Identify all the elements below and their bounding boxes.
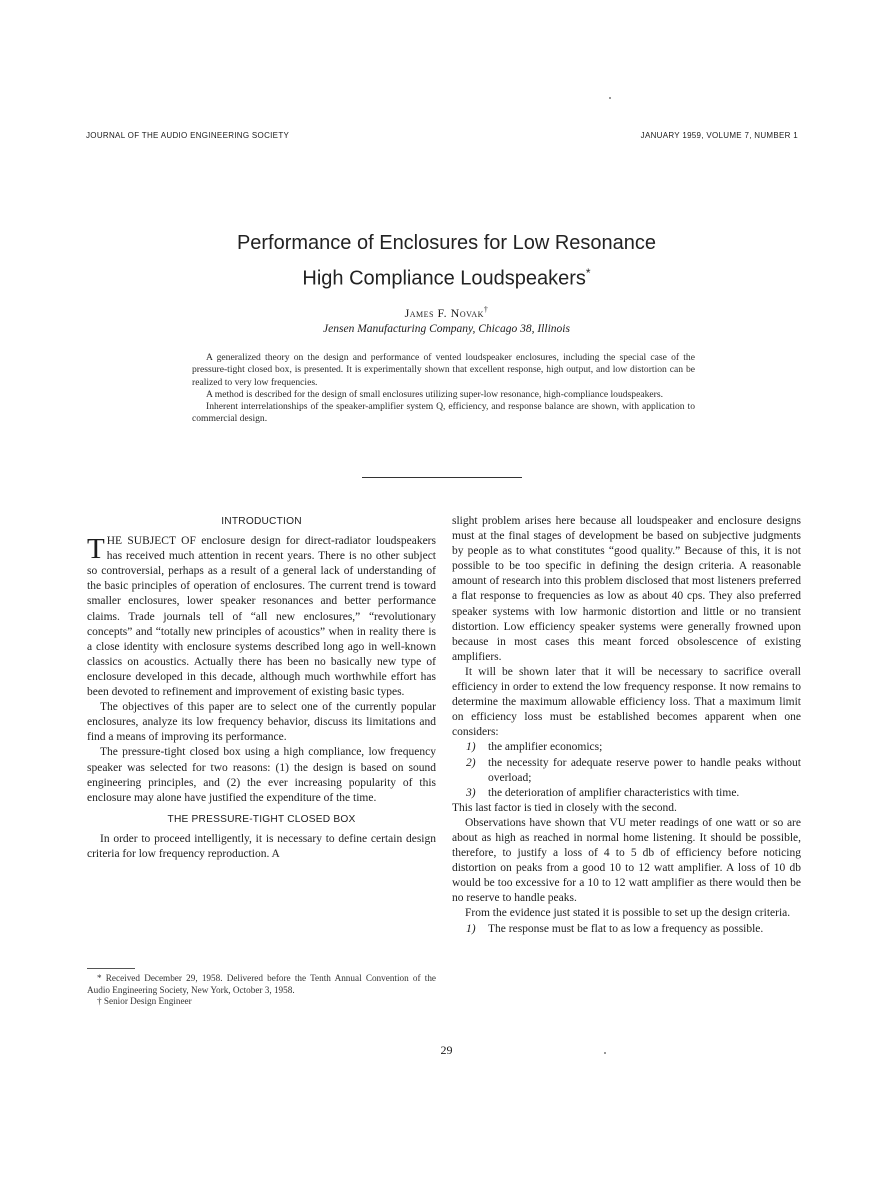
- list-number: 1): [466, 922, 476, 935]
- author-name: [250, 305, 643, 321]
- abstract-paragraph: A generalized theory on the design and performance of vented loudspeaker enclosures, including the special case of the pressure-tight closed box, is presented. It is experimentally shown that excellent response, high output, and low distortion can be realized to very low frequencies.: [192, 352, 695, 388]
- considerations-list: [452, 740, 801, 800]
- issue-info: JANUARY 1959, VOLUME 7, NUMBER 1: [640, 131, 798, 140]
- heading-closed-box: THE PRESSURE-TIGHT CLOSED BOX: [167, 813, 356, 825]
- footnote-received: * Received December 29, 1958. Delivered before the Tenth Annual Convention of the Audio Engineering Society, New York, October 3, 1958.: [87, 973, 436, 995]
- list-item: [452, 756, 801, 786]
- list-text: the necessity for adequate reserve power to handle peaks without overload;: [488, 756, 801, 784]
- list-text: the deterioration of amplifier characteristics with time.: [488, 786, 740, 799]
- title-footnote-mark: *: [585, 266, 591, 280]
- intro-paragraph: [87, 534, 436, 700]
- intro-paragraph-text: HE SUBJECT OF enclosure design for direct-radiator loudspeakers has received much attention in recent years. There is no other subject so controversial, perhaps as a result of a general lack of understanding of the basic principles of operation of enclosures. The current trend is toward smaller enclosures, lower speaker resonances and better performance claims. Trade journals tell of “all new enclosures,” “revolutionary concepts” and “totally new principles of acoustics” when in reality there is a close identity with enclosure systems described long ago in well-known classics on acoustics. Actually there has been no basically new type of enclosure developed in this decade, although much worthwhile effort has been devoted to refinement and improvement of existing basic types.: [87, 535, 436, 699]
- author-footnote-mark: †: [483, 305, 489, 314]
- right-column: [452, 514, 801, 937]
- page-number: 29: [440, 1043, 453, 1057]
- author-affiliation: Jensen Manufacturing Company, Chicago 38, Illinois: [323, 323, 570, 335]
- list-number: 1): [466, 741, 476, 754]
- abstract: [192, 352, 695, 426]
- criteria-list: [452, 922, 801, 937]
- design-criteria-paragraph: From the evidence just stated it is possible to set up the design criteria.: [465, 907, 791, 920]
- drop-cap: T: [87, 533, 105, 566]
- abstract-paragraph: Inherent interrelationships of the speaker-amplifier system Q, efficiency, and response balance are shown, with application to commercial design.: [192, 401, 695, 425]
- scan-speck: [609, 97, 611, 99]
- author-name-text: James F. Novak: [404, 306, 484, 320]
- list-item: [452, 740, 801, 755]
- paper-title: [150, 228, 743, 294]
- journal-name: JOURNAL OF THE AUDIO ENGINEERING SOCIETY: [86, 131, 290, 140]
- footnote-author-title: † Senior Design Engineer: [97, 996, 192, 1007]
- tie-in-paragraph: This last factor is tied in closely with the second.: [452, 801, 677, 814]
- list-item: [452, 786, 801, 801]
- abstract-paragraph: A method is described for the design of small enclosures utilizing super-low resonance, high-compliance loudspeakers.: [206, 388, 663, 400]
- heading-introduction: INTRODUCTION: [221, 516, 302, 527]
- observations-paragraph: Observations have shown that VU meter readings of one watt or so are about as high as reached in normal home listening. It should be possible, therefore, to justify a loss of 4 to 5 db of efficiency before noticing distortion on peaks from a good 10 to 12 watt amplifier. A loss of 10 db would be too excessive for a 10 to 12 watt amplifier as there would then be no reserve to handle peaks.: [452, 816, 801, 905]
- list-text: the amplifier economics;: [488, 741, 603, 754]
- efficiency-paragraph: It will be shown later that it will be necessary to sacrifice overall efficiency in order to extend the low frequency response. It now remains to determine the maximum allowable efficiency loss. That a maximum limit on efficiency loss must be established becomes apparent when one considers:: [452, 665, 801, 739]
- list-item: [452, 922, 801, 937]
- title-line-1: Performance of Enclosures for Low Resonance: [236, 232, 657, 254]
- objectives-paragraph: The objectives of this paper are to select one of the currently popular enclosures, analyze its low frequency behavior, discuss its limitations and find a means of improving its performance.: [87, 701, 436, 744]
- title-line-2-text: High Compliance Loudspeakers: [302, 267, 586, 290]
- footnote-rule: [87, 968, 135, 969]
- criteria-paragraph: slight problem arises here because all loudspeaker and enclosure designs must at the final stages of development be based on subjective judgments by people as to what constitutes “good quality.” Because of this, it is not possible to be too specific in defining the design criteria. A reasonable amount of research into this problem disclosed that most listeners preferred a flat response to frequencies as low as about 40 cps. They also preferred speaker systems with low harmonic distortion and little or no transient distortion. Low efficiency speaker systems were generally frowned upon because in most cases this meant forced obsolescence of existing amplifiers.: [452, 515, 801, 663]
- list-number: 2): [466, 756, 476, 769]
- footnotes: [87, 968, 436, 1008]
- selection-paragraph: The pressure-tight closed box using a high compliance, low frequency speaker was selected for two reasons: (1) the design is based on sound engineering principles, and (2) the ever increasing popularity of this enclosure may alone have justified the expenditure of the time.: [87, 746, 436, 804]
- section-divider: [362, 477, 522, 478]
- closed-box-paragraph: In order to proceed intelligently, it is necessary to define certain design criteria for low frequency reproduction. A: [87, 832, 436, 860]
- list-number: 3): [466, 786, 476, 799]
- left-column: [87, 514, 436, 862]
- running-header: [86, 131, 798, 145]
- title-line-2: [150, 258, 743, 294]
- list-text: The response must be flat to as low a frequency as possible.: [488, 922, 764, 935]
